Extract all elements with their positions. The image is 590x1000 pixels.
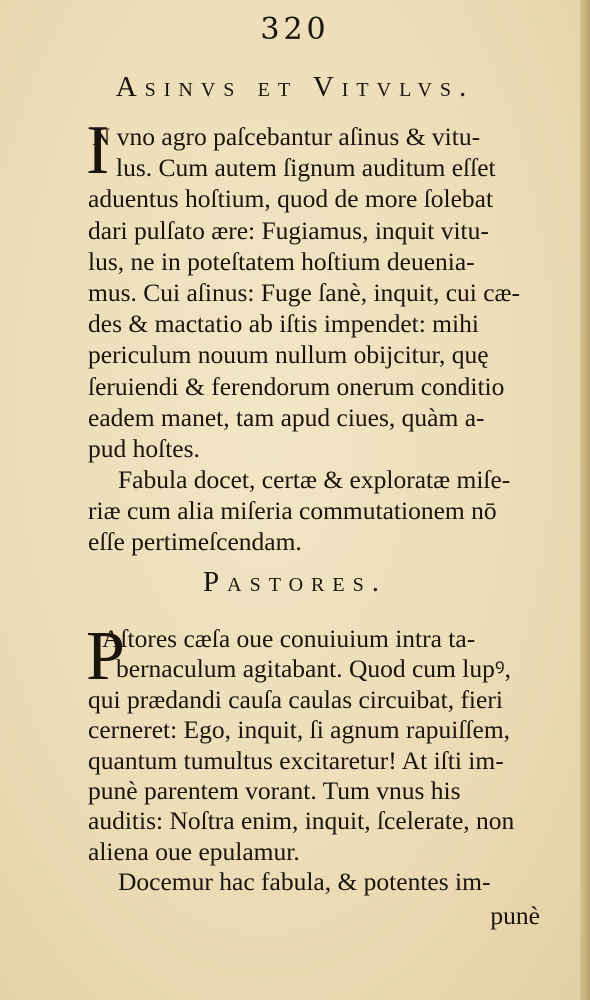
text-line: mus. Cui aſinus: Fuge ſanè, inquit, cui cæ- [88,277,521,307]
text-line: quantum tumultus excitaretur! At iſti im- [88,745,504,775]
text-line: cerneret: Ego, inquit, ſi agnum rapuiſſem, [88,715,511,745]
catchword: punè [490,901,540,930]
fable-title-asinus: Asinvs et Vitvlvs. [115,71,475,103]
fable-title-pastores: Pastores. [203,566,387,598]
text-line: N vno agro paſcebantur aſinus & vitu- [92,122,481,151]
text-line: bernaculum agitabant. Quod cum lupꝰ, [116,654,511,684]
moral-line: Fabula docet, certæ & exploratæ miſe- [118,465,511,495]
text-line: dari pulſato ære: Fugiamus, inquit vitu- [88,215,489,245]
text-line: auditis: Noſtra enim, inquit, ſcelerate, non [88,806,515,836]
text-line: qui prædandi cauſa caulas circuibat, fieri [88,684,503,714]
drop-cap-initial: I [86,112,110,189]
fable-text-pastores [86,618,572,898]
text-line: eadem manet, tam apud ciues, quàm a- [88,402,485,432]
text-line: aliena oue epulamur. [88,836,300,866]
drop-cap-initial: P [86,618,125,695]
moral-line: eſſe pertimeſcendam. [88,527,302,557]
text-line: ſeruiendi & ferendorum onerum conditio [88,371,505,401]
moral-line: riæ cum alia miſeria commutationem nō [88,496,497,526]
page-number: 320 [260,12,330,47]
moral-line: Docemur hac fabula, & potentes im- [118,867,491,897]
text-line: lus. Cum autem ſignum auditum eſſet [116,153,496,183]
text-line: punè parentem vorant. Tum vnus his [88,775,461,805]
text-line: aduentus hoſtium, quod de more ſolebat [88,184,494,214]
text-line: periculum nouum nullum obijcitur, quę [88,340,489,370]
fable-text-asinus [88,121,572,558]
text-line: lus, ne in poteſtatem hoſtium deuenia- [88,246,475,276]
text-line: Aſtores cæſa oue conuiuium intra ta- [102,624,476,653]
page-edge-shadow [580,0,590,1000]
text-line: des & mactatio ab iſtis impendet: mihi [88,309,479,339]
text-line: pud hoſtes. [88,433,200,463]
